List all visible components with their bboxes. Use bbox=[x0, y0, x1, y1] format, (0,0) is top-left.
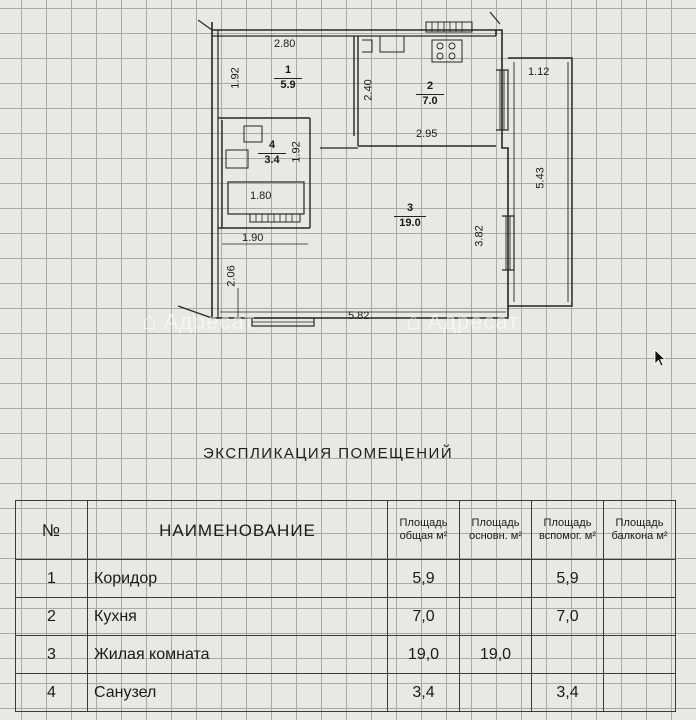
row-aux: 7,0 bbox=[532, 598, 604, 636]
row-balcony bbox=[604, 560, 676, 598]
dim-balcony-width: 1.12 bbox=[528, 66, 550, 78]
header-num: № bbox=[16, 501, 88, 560]
dim-kitchen-width: 2.95 bbox=[416, 128, 438, 140]
row-num: 2 bbox=[16, 598, 88, 636]
row-main bbox=[460, 674, 532, 712]
toilet bbox=[244, 126, 262, 142]
row-aux: 3,4 bbox=[532, 674, 604, 712]
row-total: 5,9 bbox=[388, 560, 460, 598]
row-total: 3,4 bbox=[388, 674, 460, 712]
row-name: Коридор bbox=[88, 560, 388, 598]
dim-corridor-width: 2.80 bbox=[274, 38, 296, 50]
dim-bath-length: 1.80 bbox=[250, 190, 272, 202]
row-num: 3 bbox=[16, 636, 88, 674]
stove bbox=[432, 40, 462, 62]
wall-corridor-kitchen bbox=[354, 36, 358, 146]
watermark: ⌂ Адресат bbox=[142, 308, 256, 335]
dim-room-bottom: 5.82 bbox=[348, 310, 370, 322]
sink bbox=[226, 150, 248, 168]
room-2-number: 2 bbox=[426, 80, 434, 92]
room-3-number: 3 bbox=[406, 202, 414, 214]
row-aux: 5,9 bbox=[532, 560, 604, 598]
row-name: Кухня bbox=[88, 598, 388, 636]
table-row bbox=[16, 560, 676, 598]
table-row bbox=[16, 636, 676, 674]
header-total-area: Площадь общая м² bbox=[388, 501, 460, 560]
room-4-area: 3.4 bbox=[258, 153, 286, 166]
mouse-cursor-icon bbox=[654, 349, 668, 369]
room-1-area: 5.9 bbox=[274, 78, 302, 91]
room-3-area: 19.0 bbox=[394, 216, 426, 229]
header-main-area: Площадь основн. м² bbox=[460, 501, 532, 560]
dim-balcony-length: 5.43 bbox=[534, 167, 547, 189]
dim-kitchen-height: 2.40 bbox=[362, 79, 375, 101]
explication-title: ЭКСПЛИКАЦИЯ ПОМЕЩЕНИЙ bbox=[203, 445, 454, 462]
row-total: 7,0 bbox=[388, 598, 460, 636]
header-balcony-area: Площадь балкона м² bbox=[604, 501, 676, 560]
dim-room-height-right: 3.82 bbox=[473, 225, 486, 247]
row-aux bbox=[532, 636, 604, 674]
wall-bathroom bbox=[218, 120, 310, 228]
table-row bbox=[16, 674, 676, 712]
room-1-number: 1 bbox=[284, 64, 292, 76]
house-icon: ⌂ bbox=[142, 308, 158, 335]
row-main bbox=[460, 598, 532, 636]
table-header-row bbox=[16, 501, 676, 560]
row-main: 19,0 bbox=[460, 636, 532, 674]
room-4-number: 4 bbox=[268, 139, 276, 151]
room-2-area: 7.0 bbox=[416, 94, 444, 107]
dim-bath-height: 1.92 bbox=[290, 141, 303, 163]
header-name: НАИМЕНОВАНИЕ bbox=[88, 501, 388, 560]
table-row bbox=[16, 598, 676, 636]
row-balcony bbox=[604, 598, 676, 636]
row-num: 4 bbox=[16, 674, 88, 712]
watermark: ⌂ Адресат bbox=[406, 308, 520, 335]
row-name: Санузел bbox=[88, 674, 388, 712]
explication-table bbox=[15, 500, 676, 712]
row-balcony bbox=[604, 636, 676, 674]
row-balcony bbox=[604, 674, 676, 712]
outer-wall bbox=[212, 22, 508, 318]
dim-corridor-height: 1.92 bbox=[229, 67, 242, 89]
row-main bbox=[460, 560, 532, 598]
dim-room-top-left: 1.90 bbox=[242, 232, 264, 244]
dim-room-left: 2.06 bbox=[225, 265, 238, 287]
header-aux-area: Площадь вспомог. м² bbox=[532, 501, 604, 560]
row-total: 19,0 bbox=[388, 636, 460, 674]
kitchen-sink bbox=[380, 36, 404, 52]
row-name: Жилая комната bbox=[88, 636, 388, 674]
wall-corridor-bottom bbox=[218, 118, 310, 228]
row-num: 1 bbox=[16, 560, 88, 598]
house-icon: ⌂ bbox=[406, 308, 422, 335]
